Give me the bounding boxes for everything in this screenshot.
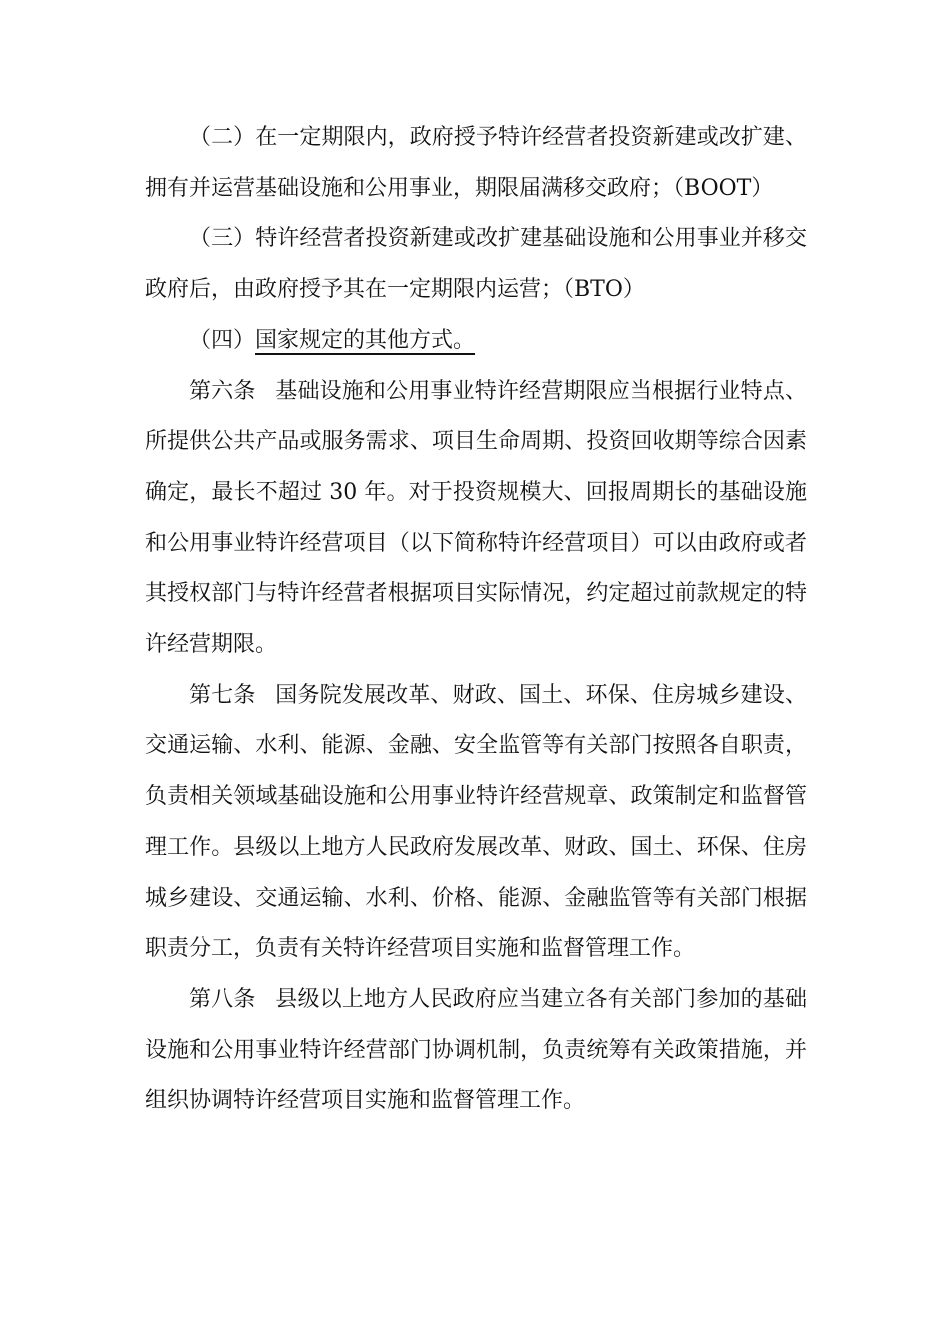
item-3-paragraph: （三）特许经营者投资新建或改扩建基础设施和公用事业并移交政府后，由政府授予其在一定期限内运营；（BTO） bbox=[145, 226, 807, 303]
article-7-paragraph bbox=[145, 671, 807, 975]
item-4-paragraph bbox=[145, 316, 807, 367]
article-7-number: 第七条 bbox=[189, 682, 256, 708]
article-6-number: 第六条 bbox=[189, 378, 256, 404]
document-body bbox=[145, 113, 807, 1127]
article-6-text: 基础设施和公用事业特许经营期限应当根据行业特点、所提供公共产品或服务需求、项目生命周期、投资回收期等综合因素确定，最长不超过 30 年。对于投资规模大、回报周期长的基础设施和公用事业特许经营项目（以下简称特许经营项目）可以由政府或者其授权部门与特许经营者根据项目实际情况，约定超过前款规定的特许经营期限。 bbox=[145, 378, 807, 658]
article-8-number: 第八条 bbox=[189, 986, 256, 1012]
item-4-prefix: （四） bbox=[189, 327, 256, 353]
article-7-text: 国务院发展改革、财政、国土、环保、住房城乡建设、交通运输、水利、能源、金融、安全监管等有关部门按照各自职责，负责相关领域基础设施和公用事业特许经营规章、政策制定和监督管理工作。县级以上地方人民政府发展改革、财政、国土、环保、住房城乡建设、交通运输、水利、价格、能源、金融监管等有关部门根据职责分工，负责有关特许经营项目实施和监督管理工作。 bbox=[145, 682, 807, 962]
item-4-underlined-text: 国家规定的其他方式。 bbox=[255, 327, 476, 353]
article-6-paragraph bbox=[145, 367, 807, 671]
article-8-text: 县级以上地方人民政府应当建立各有关部门参加的基础设施和公用事业特许经营部门协调机制，负责统筹有关政策措施，并组织协调特许经营项目实施和监督管理工作。 bbox=[145, 986, 807, 1114]
article-8-paragraph bbox=[145, 975, 807, 1127]
item-2-paragraph: （二）在一定期限内，政府授予特许经营者投资新建或改扩建、拥有并运营基础设施和公用事业，期限届满移交政府；（BOOT） bbox=[145, 125, 807, 201]
